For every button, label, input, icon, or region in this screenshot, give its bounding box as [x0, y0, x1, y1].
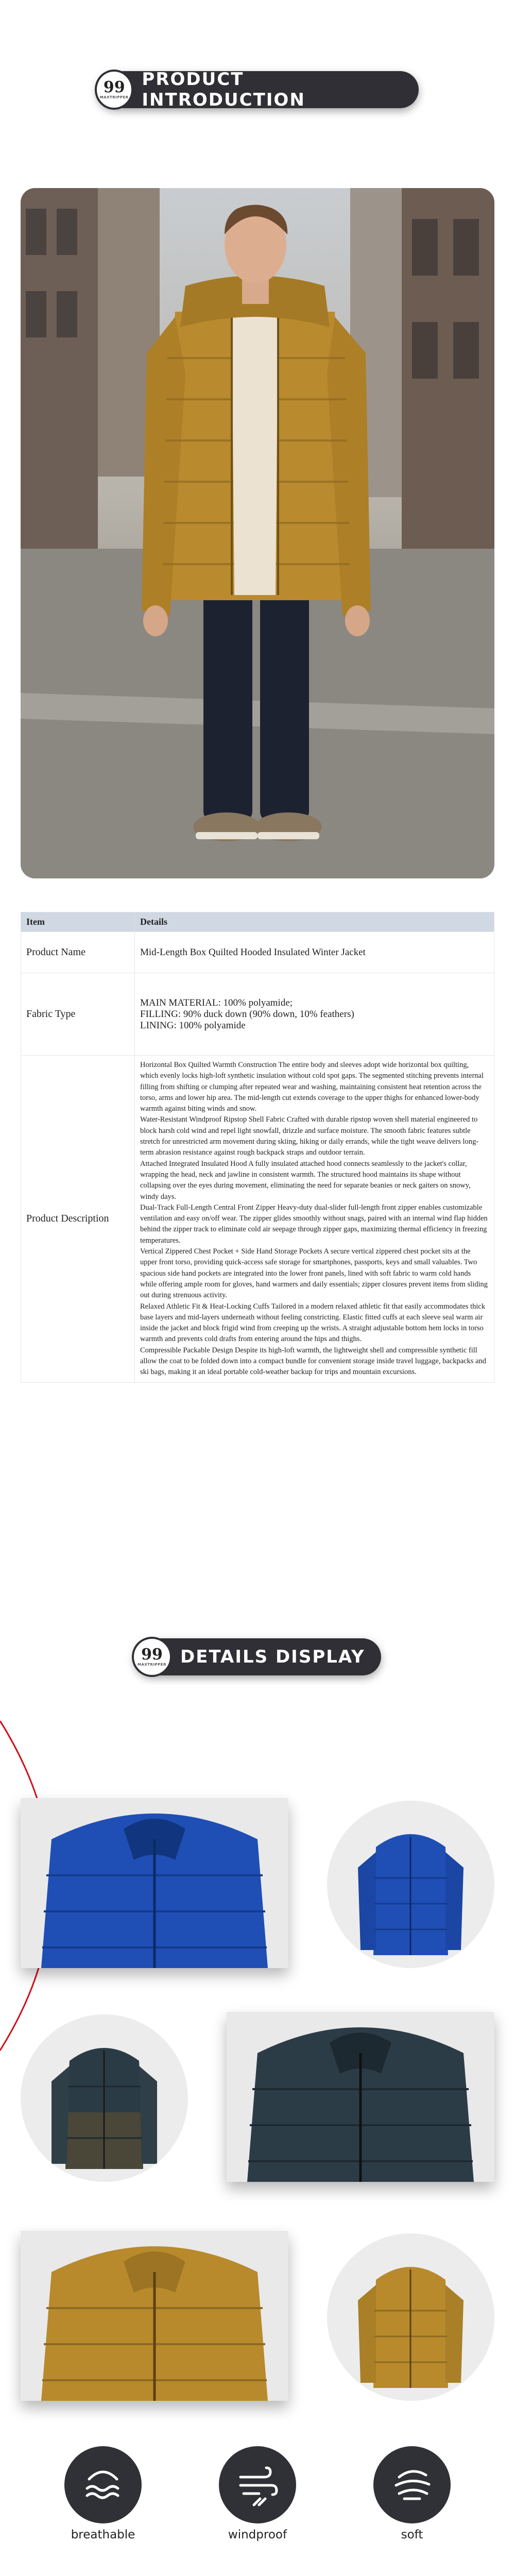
section-title: PRODUCT INTRODUCTION [142, 69, 305, 110]
model-illustration [21, 188, 494, 878]
section-title: DETAILS DISPLAY [180, 1647, 365, 1667]
feature-label: windproof [228, 2528, 287, 2541]
feather-icon [373, 2446, 451, 2523]
description-paragraph: Relaxed Athletic Fit & Heat-Locking Cuffs Tailored in a modern relaxed athletic fit that easily accommodates thick base layers and mid-layers underneath without feeling constricting. Elastic fitted cuffs at each sleeve seal warm air inside the jacket and block frigid wind from creeping up the wrists. A straight adjustable bottom hem locks in torso warmth and prevents cold drafts from entering around the hips and thighs. [140, 1302, 486, 1344]
wave-icon [64, 2446, 142, 2523]
description-paragraph: Vertical Zippered Chest Pocket + Side Hand Storage Pockets A secure vertical zippered chest pocket sits at the upper front torso, providing quick-access safe storage for smartphones, passports, keys and small valuables. Two spacious side hand pockets are integrated into the lower front panels, lined with soft fabric to warm cold hands while offering ample room for gloves, hand warmers and daily essentials; zipper closures prevent items from sliding out during strenuous activity. [140, 1247, 488, 1300]
product-description-value [135, 1056, 494, 1383]
table-row [21, 932, 494, 973]
product-name-value: Mid-Length Box Quilted Hooded Insulated Winter Jacket [135, 932, 494, 973]
header-item: Item [21, 912, 135, 932]
description-paragraph: Dual-Track Full-Length Central Front Zipper Heavy-duty dual-slider full-length front zipper enables customizable ventilation and easy on/off wear. The zipper glides smoothly without snags, paired with an internal wind flap hidden behind the zipper track to eliminate cold air seepage through zipper gaps, maximizing thermal efficiency in freezing temperatures. [140, 1203, 488, 1245]
header-details: Details [135, 912, 494, 932]
product-name-label: Product Name [21, 932, 135, 973]
fabric-type-value [135, 973, 494, 1056]
fabric-line: LINING: 100% polyamide [140, 1020, 246, 1031]
fabric-line: MAIN MATERIAL: 100% polyamide; [140, 997, 293, 1008]
brand-logo-name: MAXTRIPPER [99, 95, 129, 99]
detail-photo-blue-full [327, 1801, 494, 1968]
brand-logo-name: MAXTRIPPER [138, 1663, 166, 1667]
description-paragraph: Water-Resistant Windproof Ripstop Shell Fabric Crafted with durable ripstop woven shell material engineered to block harsh cold wind and repel light snowfall, drizzle and surface moisture. The smooth fabric features subtle stretch for unrestricted arm movement during skiing, hiking or daily errands, while the tight weave delivers long-term abrasion resistance against rough backpack straps and outdoor terrain. [140, 1115, 479, 1157]
description-paragraph: Attached Integrated Insulated Hood A fully insulated attached hood connects seamlessly to the jacket's collar, wrapping the head, neck and jawline in consistent warmth. The structured hood maintains its shape without collapsing over the eyes during movement, eliminating the need for separate beanies or neck gaiters on snowy, windy days. [140, 1159, 471, 1201]
product-introduction-header [97, 71, 419, 108]
brand-logo [132, 1637, 172, 1677]
details-display-header [134, 1638, 381, 1675]
wind-icon [219, 2446, 296, 2523]
detail-photo-mustard-closeup [21, 2231, 288, 2401]
fabric-type-label: Fabric Type [21, 973, 135, 1056]
product-spec-table [21, 912, 494, 1383]
detail-photo-blue-closeup [21, 1798, 288, 1968]
detail-photo-mustard-full [327, 2233, 494, 2401]
brand-logo [95, 70, 133, 110]
table-row [21, 1056, 494, 1383]
product-description-label: Product Description [21, 1056, 135, 1383]
feature-label: soft [401, 2528, 423, 2541]
description-paragraph: Horizontal Box Quilted Warmth Construction The entire body and sleeves adopt wide horizontal box quilting, which evenly locks high-loft synthetic insulation without cold spot gaps. The segmented stitching prevents internal filling from shifting or clumping after repeated wear and washing, maintaining consistent heat retention across the torso, arms and lower hip area. The mid-length cut extends coverage to the upper thighs for enhanced lower-body warmth against biting winds and snow. [140, 1061, 484, 1113]
detail-photo-olive-full [21, 2014, 188, 2182]
table-row [21, 973, 494, 1056]
table-header-row [21, 912, 494, 932]
description-paragraph: Compressible Packable Design Despite its high-loft warmth, the lightweight shell and compressible synthetic fill allow the coat to be folded down into a compact bundle for convenient storage inside travel luggage, backpacks and ski bags, making it an ideal portable cold-weather backup for trips and mountain excursions. [140, 1346, 487, 1377]
brand-logo-number: 99 [103, 78, 125, 96]
fabric-line: FILLING: 90% duck down (90% down, 10% feathers) [140, 1008, 354, 1020]
feature-label: breathable [71, 2528, 135, 2541]
detail-photo-olive-closeup [227, 2012, 494, 2182]
hero-product-photo [21, 188, 494, 878]
brand-logo-number: 99 [141, 1646, 163, 1664]
